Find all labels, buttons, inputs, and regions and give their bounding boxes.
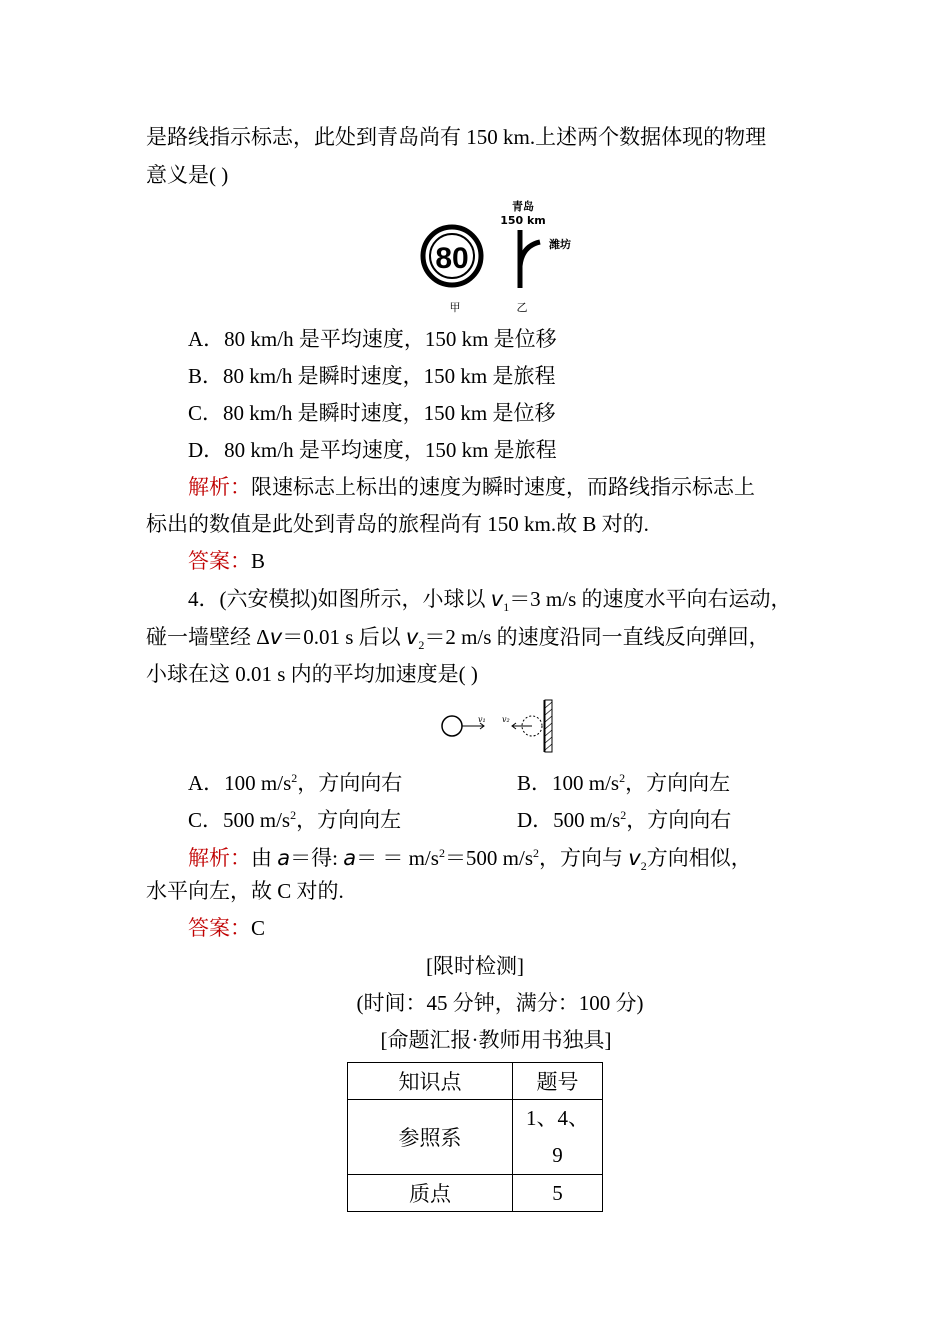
figure-label-b: 乙 xyxy=(516,301,528,314)
section-note: [命题汇报·教师用书独具] xyxy=(380,1028,612,1052)
q3-stem-line2: 意义是( ) xyxy=(146,163,229,187)
table-cell-number: 5 xyxy=(513,1175,603,1212)
q4-option-a-tail: ，方向向右 xyxy=(297,771,403,795)
q4-option-a-text: A．100 m/s xyxy=(188,771,292,795)
sign-city-right: 潍坊 xyxy=(549,238,571,251)
q4-analysis-text: ，方向与 xyxy=(539,846,629,870)
q4-answer: C xyxy=(251,916,266,940)
sup-2: 2 xyxy=(620,808,627,822)
sub-2: 2 xyxy=(640,859,647,874)
q4-option-d xyxy=(517,800,731,835)
sup-2: 2 xyxy=(291,771,298,785)
figure-label-a: 甲 xyxy=(449,301,461,314)
q4-option-b-tail: ，方向向左 xyxy=(625,771,731,795)
table-header-row xyxy=(348,1063,603,1100)
var-v: v xyxy=(628,846,641,870)
q4-option-a xyxy=(188,763,402,798)
q4-text: ＝0.01 s 后以 xyxy=(282,625,406,649)
q4-text: ＝3 m/s 的速度水平向右运动， xyxy=(509,587,792,611)
ball-wall-figure xyxy=(436,698,560,754)
q3-answer: B xyxy=(251,549,266,573)
q4-option-c-tail: ，方向向左 xyxy=(296,808,402,832)
table-cell-number-line2: 9 xyxy=(552,1143,563,1167)
v2-label: v₂ xyxy=(502,715,510,724)
q4-analysis-text: ＝ ＝ m/s xyxy=(356,846,439,870)
q4-option-c-text: C．500 m/s xyxy=(188,808,291,832)
table-row xyxy=(348,1100,603,1175)
q4-option-d-tail: ，方向向右 xyxy=(626,808,732,832)
q4-option-c xyxy=(188,800,401,835)
q4-text: 碰一墙壁经 Δ xyxy=(146,625,270,649)
q4-text: ＝2 m/s 的速度沿同一直线反向弹回， xyxy=(424,625,770,649)
q4-stem-line3: 小球在这 0.01 s 内的平均加速度是( ) xyxy=(146,662,478,686)
var-v: v xyxy=(490,587,504,611)
q4-analysis-text: ＝500 m/s xyxy=(444,846,534,870)
q4-stem-line2 xyxy=(146,622,770,660)
var-v: v xyxy=(269,625,283,649)
sub-2: 2 xyxy=(418,638,425,653)
q3-answer-label: 答案： xyxy=(188,549,251,573)
q3-option-a: A．80 km/h 是平均速度，150 km 是位移 xyxy=(188,327,557,351)
sign-city-top: 青岛 xyxy=(512,200,534,213)
table-header-topic: 知识点 xyxy=(348,1063,513,1100)
q4-stem-line1 xyxy=(188,584,792,622)
q3-stem-line1: 是路线指示标志，此处到青岛尚有 150 km.上述两个数据体现的物理 xyxy=(146,125,767,149)
q3-analysis-line2: 标出的数值是此处到青岛的旅程尚有 150 km.故 B 对的. xyxy=(146,512,649,536)
route-branch-line xyxy=(520,242,540,266)
table-cell-number-line1: 1、4、 xyxy=(526,1106,589,1130)
section-title: [限时检测] xyxy=(426,954,524,978)
q4-analysis-text: 由 xyxy=(251,846,278,870)
q4-answer-line xyxy=(188,913,265,943)
sup-2: 2 xyxy=(438,846,445,860)
q4-analysis-line2: 水平向左，故 C 对的. xyxy=(146,879,344,903)
table-cell-number xyxy=(513,1100,603,1175)
sup-2: 2 xyxy=(290,808,297,822)
sup-2: 2 xyxy=(619,771,626,785)
var-a: a xyxy=(277,846,291,870)
q4-analysis-line1 xyxy=(188,838,752,881)
var-v: v xyxy=(405,625,419,649)
q3-option-b: B．80 km/h 是瞬时速度，150 km 是旅程 xyxy=(188,364,556,388)
sup-2: 2 xyxy=(533,846,540,860)
q4-option-b-text: B．100 m/s xyxy=(517,771,620,795)
road-sign-figure xyxy=(410,196,590,318)
q3-analysis-text1: 限速标志上标出的速度为瞬时速度，而路线指示标志上 xyxy=(251,475,755,499)
q3-option-c: C．80 km/h 是瞬时速度，150 km 是位移 xyxy=(188,401,556,425)
section-subtitle: (时间：45 分钟，满分：100 分) xyxy=(356,991,644,1015)
q4-option-b xyxy=(517,763,730,798)
knowledge-table xyxy=(347,1062,603,1212)
sign-distance: 150 km xyxy=(500,214,546,227)
q3-answer-line xyxy=(188,546,265,576)
speed-limit-number: 80 xyxy=(435,242,469,275)
v1-label: v₁ xyxy=(478,715,486,724)
table-row xyxy=(348,1175,603,1212)
q3-option-d: D．80 km/h 是平均速度，150 km 是旅程 xyxy=(188,438,557,462)
q4-analysis-text: ＝得: xyxy=(290,846,344,870)
ball-before xyxy=(442,716,462,736)
q4-answer-label: 答案： xyxy=(188,916,251,940)
table-cell-topic: 质点 xyxy=(348,1175,513,1212)
q4-text: 4．(六安模拟)如图所示，小球以 xyxy=(188,587,491,611)
table-cell-topic: 参照系 xyxy=(348,1100,513,1175)
q3-analysis-label: 解析： xyxy=(188,475,251,499)
q4-analysis-label: 解析： xyxy=(188,846,251,870)
var-a: a xyxy=(343,846,357,870)
table-header-number: 题号 xyxy=(513,1063,603,1100)
q4-option-d-text: D．500 m/s xyxy=(517,808,621,832)
sub-1: 1 xyxy=(503,600,510,615)
q4-analysis-text: 方向相似， xyxy=(646,846,752,870)
q3-analysis-line1 xyxy=(188,472,755,502)
